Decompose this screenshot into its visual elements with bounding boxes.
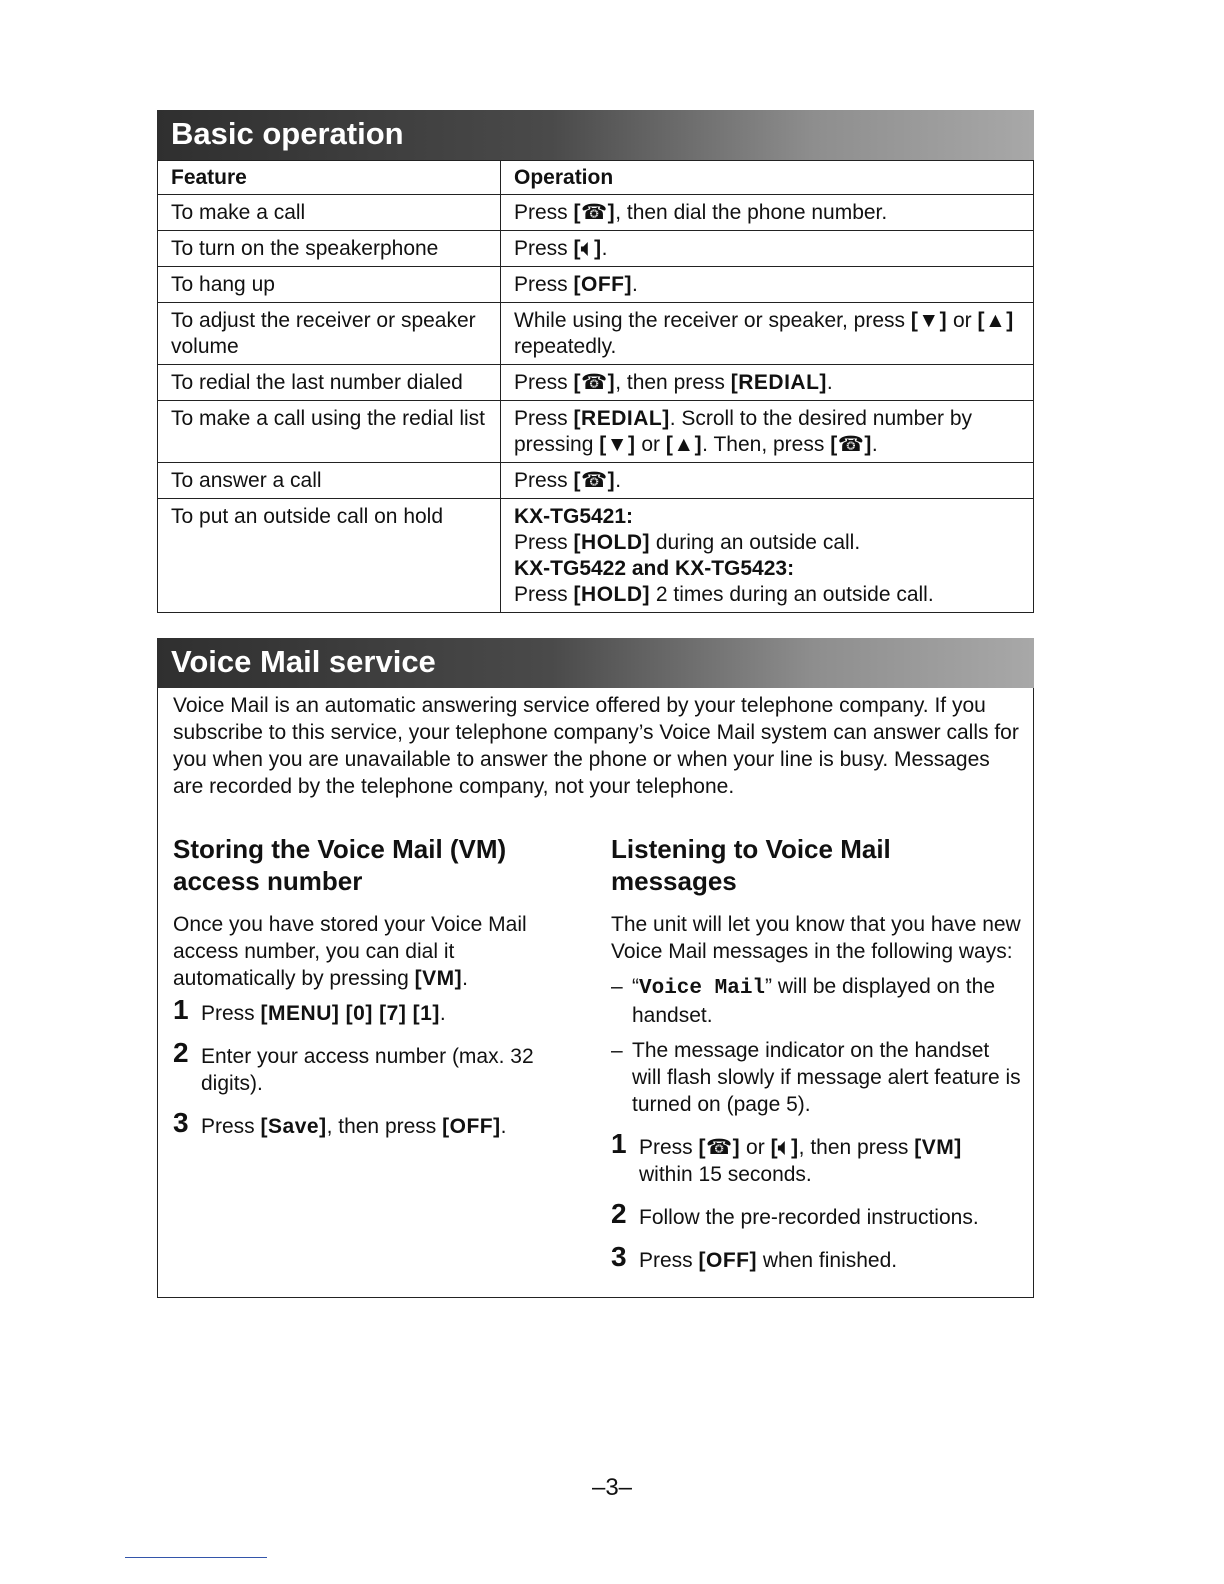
- down-arrow-key-icon: [▼]: [910, 309, 948, 332]
- table-row: [158, 303, 1034, 365]
- down-arrow-key-icon: [▼]: [599, 433, 636, 456]
- feature-cell: To make a call using the redial list: [158, 401, 501, 463]
- feature-cell: To hang up: [158, 267, 501, 303]
- feature-header: Feature: [158, 161, 501, 195]
- voice-mail-box: [157, 688, 1034, 1298]
- voice-mail-title: Voice Mail service: [157, 638, 1034, 688]
- speaker-key-icon: [🔈︎]: [770, 1136, 799, 1159]
- basic-operation-title: Basic operation: [157, 110, 1034, 160]
- listen-step-1: 1 Press [☎] or [🔈︎], then press [VM] within 15 seconds.: [611, 1128, 962, 1186]
- model-label: KX-TG5422 and KX-TG5423:: [514, 557, 795, 580]
- display-text: Voice Mail: [639, 977, 766, 1000]
- operation-cell: Press [🔈︎].: [501, 231, 1034, 267]
- operation-cell: KX-TG5421: Press [HOLD] during an outside call. KX-TG5422 and KX-TG5423: Press [HOLD] 2 times during an outside call.: [501, 499, 1034, 613]
- feature-cell: To put an outside call on hold: [158, 499, 501, 613]
- talk-key-icon: [☎]: [573, 469, 616, 492]
- listen-step-2: 2 Follow the pre-recorded instructions.: [611, 1198, 979, 1229]
- list-item: – “Voice Mail” will be displayed on the handset.: [611, 975, 995, 1027]
- feature-cell: To adjust the receiver or speaker volume: [158, 303, 501, 365]
- table-row: [158, 195, 1034, 231]
- storing-vm-heading: Storing the Voice Mail (VM) access number: [173, 834, 507, 896]
- operation-cell: Press [☎].: [501, 463, 1034, 499]
- operation-cell: While using the receiver or speaker, press [▼] or [▲] repeatedly.: [501, 303, 1034, 365]
- talk-key-icon: [☎]: [698, 1136, 741, 1159]
- table-row: [158, 267, 1034, 303]
- table-header-row: [158, 161, 1034, 195]
- operation-cell: Press [☎], then press [REDIAL].: [501, 365, 1034, 401]
- off-key: [OFF]: [573, 273, 633, 296]
- model-label: KX-TG5421:: [514, 505, 634, 528]
- talk-key-icon: [☎]: [573, 201, 616, 224]
- off-key: [OFF]: [698, 1249, 758, 1272]
- vm-key: [VM]: [414, 967, 463, 990]
- table-row: [158, 463, 1034, 499]
- speaker-key-icon: [🔈︎]: [573, 237, 602, 260]
- talk-key-icon: [☎]: [830, 433, 872, 456]
- footer-divider: [125, 1557, 267, 1558]
- operation-cell: Press [REDIAL]. Scroll to the desired number by pressing [▼] or [▲]. Then, press [☎].: [501, 401, 1034, 463]
- hold-key: [HOLD]: [573, 583, 651, 606]
- up-arrow-key-icon: [▲]: [977, 309, 1014, 332]
- operation-header: Operation: [501, 161, 1034, 195]
- listening-vm-body: The unit will let you know that you have new Voice Mail messages in the following ways:: [611, 913, 1021, 963]
- feature-cell: To answer a call: [158, 463, 501, 499]
- storing-vm-body: Once you have stored your Voice Mail access number, you can dial it automatically by pressing [VM].: [173, 913, 527, 990]
- store-step-3: 3 Press [Save], then press [OFF].: [173, 1107, 507, 1138]
- table-row: [158, 401, 1034, 463]
- listening-vm-column: [611, 833, 1021, 1290]
- operation-cell: Press [☎], then dial the phone number.: [501, 195, 1034, 231]
- off-key: [OFF]: [442, 1115, 501, 1138]
- operation-cell: Press [OFF].: [501, 267, 1034, 303]
- redial-key: [REDIAL]: [730, 371, 827, 394]
- page-number: –3–: [591, 1474, 633, 1501]
- talk-key-icon: [☎]: [573, 371, 616, 394]
- voice-mail-intro: Voice Mail is an automatic answering service offered by your telephone company. If you subscribe to this service, your telephone company’s Voice Mail system can answer calls for you when you are unavailable to answer the phone or when your line is busy. Messages are recorded by the telephone company, not your telephone.: [173, 694, 1019, 798]
- table-row: [158, 499, 1034, 613]
- feature-cell: To make a call: [158, 195, 501, 231]
- redial-key: [REDIAL]: [573, 407, 670, 430]
- table-row: [158, 365, 1034, 401]
- feature-cell: To turn on the speakerphone: [158, 231, 501, 267]
- table-row: [158, 231, 1034, 267]
- listen-step-3: 3 Press [OFF] when finished.: [611, 1241, 898, 1272]
- list-item: – The message indicator on the handset will flash slowly if message alert feature is turned on (page 5).: [611, 1039, 1021, 1116]
- storing-vm-column: [173, 833, 563, 1156]
- store-step-1: 1 Press [MENU] [0] [7] [1].: [173, 994, 446, 1025]
- up-arrow-key-icon: [▲]: [665, 433, 703, 456]
- vm-key: [VM]: [914, 1136, 962, 1159]
- listening-vm-heading: Listening to Voice Mail messages: [611, 834, 891, 896]
- basic-operation-table: [157, 160, 1034, 613]
- save-key: [Save]: [260, 1115, 327, 1138]
- hold-key: [HOLD]: [573, 531, 651, 554]
- feature-cell: To redial the last number dialed: [158, 365, 501, 401]
- menu-keys: [MENU] [0] [7] [1]: [260, 1002, 440, 1025]
- store-step-2: 2 Enter your access number (max. 32 digits).: [173, 1037, 534, 1095]
